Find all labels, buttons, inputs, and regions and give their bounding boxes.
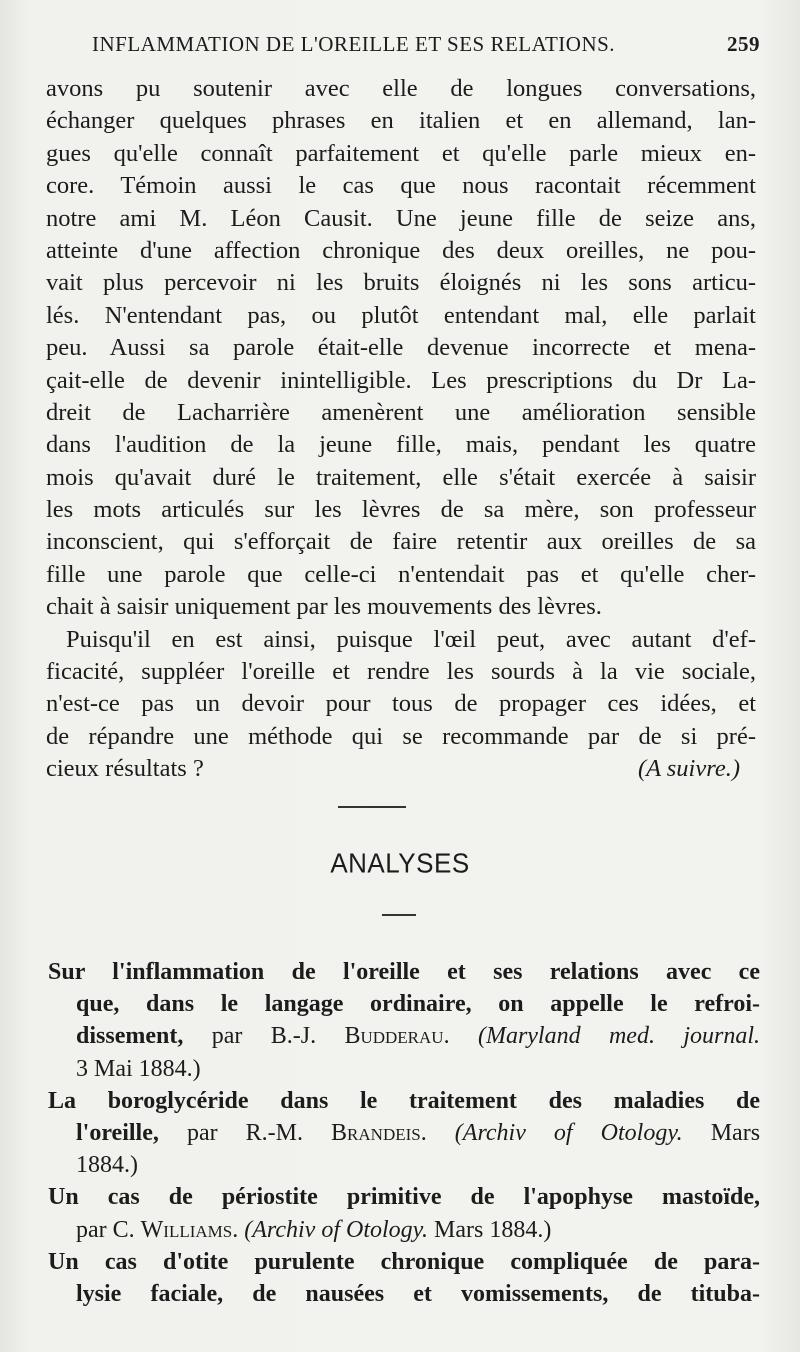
- text-line: n'est-ce pas un devoir pour tous de propager ces idées, et: [46, 690, 756, 718]
- reference-title-line: Un cas de périostite primitive de l'apophyse mastoïde,: [48, 1184, 760, 1211]
- reference-date: 3 Mai 1884.): [76, 1055, 201, 1082]
- to-be-continued: (A suivre.): [637, 755, 740, 783]
- text-line: peu. Aussi sa parole était-elle devenue incorrecte et mena-: [46, 334, 756, 362]
- reference-author: Brandeis.: [331, 1119, 427, 1146]
- text-line: ficacité, suppléer l'oreille et rendre les sourds à la vie sociale,: [46, 658, 756, 686]
- reference-title-line: Sur l'inflammation de l'oreille et ses relations avec ce: [48, 959, 760, 985]
- text-line: atteinte d'une affection chronique des deux oreilles, ne pou-: [46, 236, 756, 264]
- reference-entry: [48, 1181, 760, 1245]
- closing-text: cieux résultats ?: [46, 755, 204, 783]
- reference-citation-line: [48, 1117, 760, 1149]
- text-line: de répandre une méthode qui se recommande par de si pré-: [46, 722, 756, 750]
- reference-entry: [48, 1085, 760, 1182]
- text-line: chait à saisir uniquement par les mouvements des lèvres.: [46, 593, 602, 621]
- section-divider: [338, 806, 406, 808]
- text-line: dreit de Lacharrière amenèrent une amélioration sensible: [46, 398, 756, 426]
- text-line: çait-elle de devenir inintelligible. Les prescriptions du Dr La-: [46, 366, 756, 394]
- page-number: 259: [727, 32, 760, 56]
- reference-by: par C.: [76, 1216, 135, 1243]
- closing-line: [46, 753, 756, 785]
- title-underline: [382, 914, 416, 916]
- text-line: gues qu'elle connaît parfaitement et qu'elle parle mieux en-: [46, 139, 756, 167]
- reference-title-tail: l'oreille,: [76, 1119, 159, 1146]
- text-line: échanger quelques phrases en italien et en allemand, lan-: [46, 107, 756, 135]
- text-line: mois qu'avait duré le traitement, elle s'était exercée à saisir: [46, 463, 756, 491]
- reference-title-line: La boroglycéride dans le traitement des maladies de: [48, 1087, 760, 1114]
- reference-by: par B.-J.: [211, 1023, 317, 1050]
- running-header: [92, 32, 760, 60]
- reference-source: (Archiv of Otology.: [244, 1216, 428, 1243]
- text-line: fille une parole que celle-ci n'entendait pas et qu'elle cher-: [46, 560, 756, 588]
- text-line: avons pu soutenir avec elle de longues conversations,: [46, 75, 756, 102]
- reference-by: par R.-M.: [186, 1119, 303, 1146]
- text-line: Puisqu'il en est ainsi, puisque l'œil peut, avec autant d'ef-: [66, 625, 756, 653]
- text-line: inconscient, qui s'efforçait de faire retentir aux oreilles de sa: [46, 528, 756, 556]
- reference-author: Budderau.: [344, 1023, 450, 1050]
- reference-citation-line: [48, 1214, 760, 1246]
- text-line: core. Témoin aussi le cas que nous racontait récemment: [46, 172, 756, 200]
- text-line: les mots articulés sur les lèvres de sa mère, son professeur: [46, 496, 756, 524]
- reference-author: Williams.: [140, 1216, 239, 1243]
- reference-date-continued: 1884.): [76, 1152, 138, 1179]
- text-line: dans l'audition de la jeune fille, mais, pendant les quatre: [46, 431, 756, 459]
- text-line: lés. N'entendant pas, ou plutôt entendant mal, elle parlait: [46, 301, 756, 329]
- reference-title-line: Un cas d'otite purulente chronique compliquée de para-: [48, 1248, 760, 1275]
- reference-entry: [48, 956, 760, 1085]
- running-title: INFLAMMATION DE L'OREILLE ET SES RELATIONS.: [92, 32, 616, 56]
- reference-date: Mars 1884.): [434, 1216, 552, 1243]
- reference-title-line: que, dans le langage ordinaire, on appelle le refroi-: [76, 991, 760, 1018]
- section-title: ANALYSES: [330, 846, 470, 880]
- reference-citation-line: [48, 1020, 760, 1052]
- reference-title-line: lysie faciale, de nausées et vomissements, de tituba-: [76, 1280, 760, 1307]
- reference-title-tail: dissement,: [76, 1023, 184, 1050]
- reference-source: (Archiv of Otology.: [454, 1119, 683, 1146]
- reference-list: [48, 956, 760, 1310]
- reference-entry: [48, 1246, 760, 1310]
- reference-source: (Maryland med. journal.: [477, 1023, 761, 1050]
- body-text: [46, 73, 756, 786]
- reference-date: Mars: [710, 1119, 761, 1146]
- text-line: vait plus percevoir ni les bruits éloignés ni les sons articu-: [46, 269, 756, 297]
- text-line: notre ami M. Léon Causit. Une jeune fille de seize ans,: [46, 204, 756, 232]
